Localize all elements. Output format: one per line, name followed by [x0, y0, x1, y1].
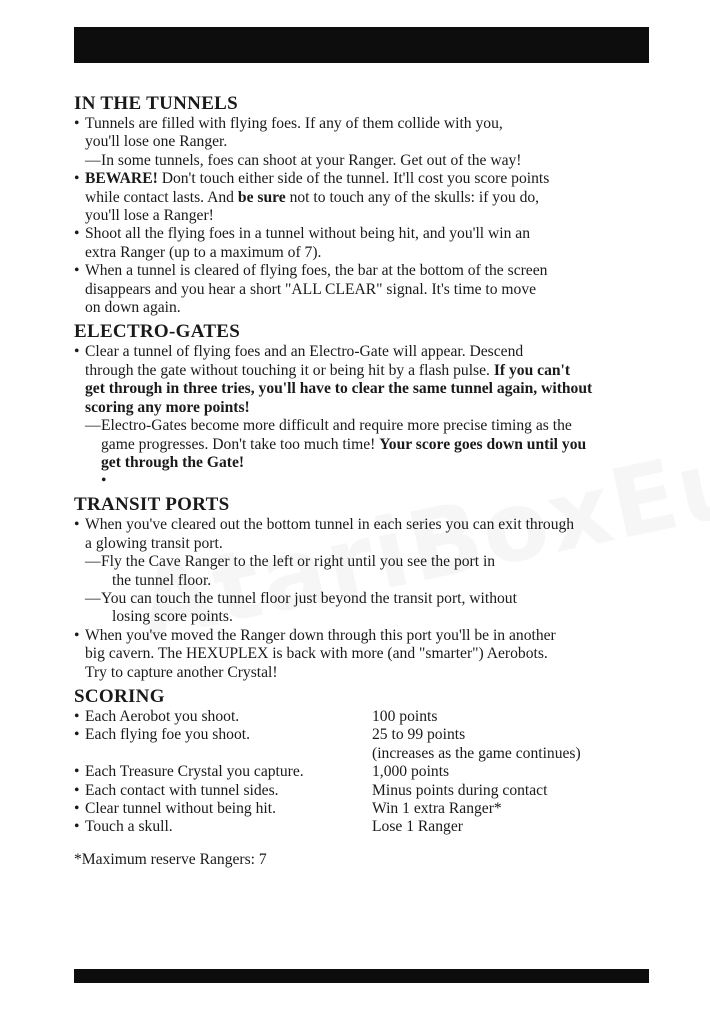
bullet: •	[74, 626, 80, 644]
dash: —	[85, 151, 101, 169]
score-label: Clear tunnel without being hit.	[85, 799, 276, 817]
bullet: •	[74, 262, 80, 280]
section-electro-gates	[74, 321, 656, 490]
list-item: • BEWARE! Don't touch either side of the tunnel. It'll cost you score points while contact lasts. And be sure not to touch any of the skulls: if you do, you'll lose a Ranger!	[74, 170, 550, 225]
section-in-the-tunnels	[74, 93, 656, 317]
list-item: • When you've moved the Ranger down through this port you'll be in another big cavern. The HEXUPLEX is back with more (and "smarter") Aerobots. Try to capture another Crystal!	[74, 626, 556, 681]
score-value: Win 1 extra Ranger*	[372, 799, 502, 817]
section-scoring	[74, 686, 656, 869]
stray-dot: •	[101, 472, 107, 490]
score-value: Minus points during contact	[372, 781, 548, 799]
sub-list-item: — You can touch the tunnel floor just beyond the transit port, without losing score points.	[85, 589, 517, 626]
score-label: Each Treasure Crystal you capture.	[85, 763, 304, 781]
table-row	[74, 763, 656, 781]
sub-list-item: — Electro-Gates become more difficult and require more precise timing as the game progresses. Don't take too much time! Your score goes down until you get through the Gate!	[85, 417, 587, 471]
bullet: •	[74, 763, 80, 781]
bullet: •	[74, 343, 80, 361]
dash: —	[85, 589, 101, 607]
sub-list-item: — Fly the Cave Ranger to the left or right until you see the port in the tunnel floor.	[85, 553, 496, 589]
score-label: Each flying foe you shoot.	[85, 726, 250, 744]
footnote: *Maximum reserve Rangers: 7	[74, 850, 267, 868]
section-title: TRANSIT PORTS	[74, 494, 230, 516]
bullet: •	[74, 781, 80, 799]
table-row	[74, 800, 656, 818]
list-item: • Tunnels are filled with flying foes. If any of them collide with you, you'll lose one Ranger.	[74, 115, 503, 151]
score-value: 100 points	[372, 707, 438, 725]
score-label: Each contact with tunnel sides.	[85, 781, 279, 799]
sub-list-item: — In some tunnels, foes can shoot at your Ranger. Get out of the way!	[85, 151, 522, 169]
header-bar	[74, 27, 649, 63]
bullet: •	[74, 115, 80, 132]
score-value: 1,000 points	[372, 763, 450, 781]
dash: —	[85, 553, 101, 571]
table-row	[74, 708, 656, 726]
bullet: •	[74, 707, 80, 725]
score-value: (increases as the game continues)	[372, 744, 581, 762]
score-label: Each Aerobot you shoot.	[85, 707, 240, 725]
section-transit-ports	[74, 494, 656, 682]
list-item: • When you've cleared out the bottom tunnel in each series you can exit through a glowing transit port.	[74, 516, 575, 552]
manual-page-content	[74, 93, 656, 869]
section-title: ELECTRO-GATES	[74, 321, 241, 343]
bullet: •	[74, 799, 80, 817]
section-title: SCORING	[74, 685, 165, 707]
bullet: •	[74, 170, 80, 188]
dash: —	[85, 417, 101, 435]
table-row	[74, 726, 656, 744]
table-row	[74, 782, 656, 800]
table-row	[74, 818, 656, 836]
bullet: •	[74, 726, 80, 744]
list-item: • When a tunnel is cleared of flying foes, the bar at the bottom of the screen disappears and you hear a short "ALL CLEAR" signal. It's time to move on down again.	[74, 262, 548, 317]
bullet: •	[74, 516, 80, 534]
section-title: IN THE TUNNELS	[74, 93, 239, 114]
list-item: • Clear a tunnel of flying foes and an Electro-Gate will appear. Descend through the gate without touching it or being hit by a flash pulse. If you can't get through in three tries, you'll have to clear the same tunnel again, without scoring any more points!	[74, 343, 593, 416]
score-value: Lose 1 Ranger	[372, 818, 463, 836]
score-label: Touch a skull.	[85, 818, 173, 836]
bullet: •	[74, 225, 80, 243]
list-item: • Shoot all the flying foes in a tunnel without being hit, and you'll win an extra Ranger (up to a maximum of 7).	[74, 225, 531, 261]
footer-bar	[74, 969, 649, 983]
bullet: •	[74, 818, 80, 836]
table-row	[74, 745, 656, 763]
scoring-table	[74, 708, 656, 837]
score-value: 25 to 99 points	[372, 726, 466, 744]
